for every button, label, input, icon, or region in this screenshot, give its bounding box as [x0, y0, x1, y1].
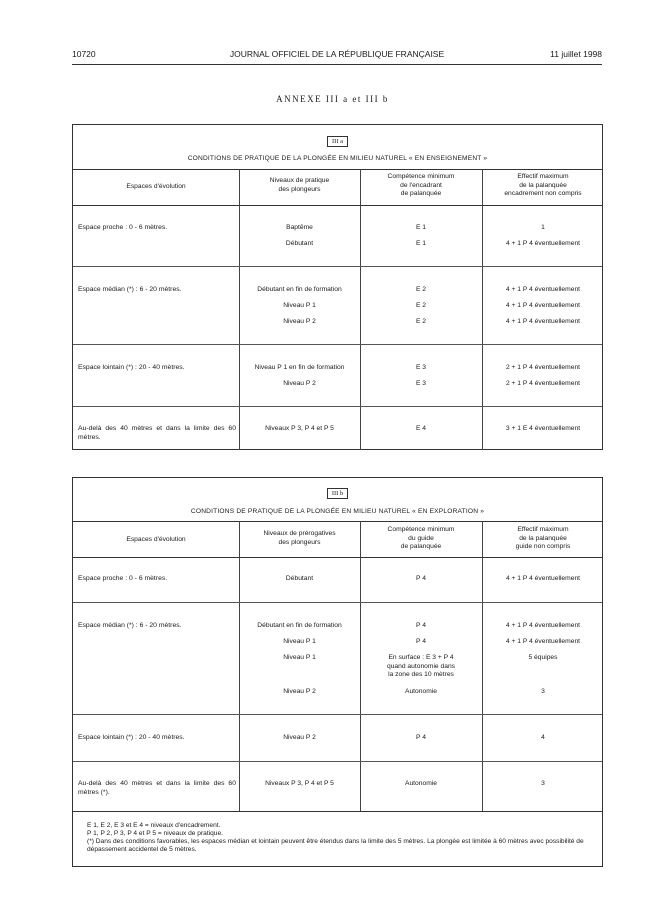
space-label: Espace médian (*) : 6 - 20 mètres. [78, 622, 182, 629]
space-label: Espace lointain (*) : 20 - 40 mètres. [78, 734, 185, 741]
level-cell: Niveau P 1 [283, 654, 316, 661]
level-cell: Niveau P 1 en fin de formation [254, 364, 345, 371]
header-espaces: Espaces d'évolution [126, 536, 186, 543]
note-line: (*) Dans des conditions favorables, les espaces médian et lointain peuvent être étendus dans la limite des 5 mètres. La plongée est limitée à 60 mètres avec possibilité de dépassement accidentel de 5 mètres. [87, 838, 584, 853]
competence-cell: E 2 [415, 318, 427, 325]
competence-cell: En surface : E 3 + P 4 quand autonomie dans la zone des 10 mètres [386, 654, 456, 678]
effectif-cell: 4 + 1 P 4 éventuellement [505, 240, 581, 247]
level-cell: Niveau P 1 [283, 302, 316, 309]
competence-cell: E 3 [415, 380, 427, 387]
header-effectif: Effectif maximum de la palanquée encadrement non compris [504, 173, 582, 197]
rule [73, 602, 602, 603]
space-label: Espace lointain (*) : 20 - 40 mètres. [78, 364, 185, 371]
effectif-cell: 2 + 1 P 4 éventuellement [505, 364, 581, 371]
journal-title: JOURNAL OFFICIEL DE LA RÉPUBLIQUE FRANÇAISE [229, 49, 445, 59]
effectif-cell: 4 + 1 P 4 éventuellement [505, 622, 581, 629]
rule [73, 811, 602, 812]
level-cell: Niveau P 2 [283, 318, 316, 325]
effectif-cell: 3 [541, 780, 545, 787]
level-cell: Niveau P 2 [283, 380, 316, 387]
effectif-cell: 4 + 1 P 4 éventuellement [505, 638, 581, 645]
level-cell: Débutant en fin de formation [257, 286, 342, 293]
effectif-cell: 5 équipes [528, 654, 558, 661]
space-label: Espace proche : 0 - 6 mètres. [78, 224, 168, 231]
page-header [72, 49, 602, 61]
header-competence: Compétence minimum de l'encadrant de palanquée [387, 173, 455, 197]
effectif-cell: 4 + 1 P 4 éventuellement [505, 575, 581, 582]
level-cell: Baptême [286, 224, 313, 231]
level-cell: Niveau P 1 [283, 638, 316, 645]
competence-cell: Autonomie [405, 688, 437, 695]
table-tag: III a [73, 136, 602, 147]
level-cell: Débutant [285, 240, 314, 247]
competence-cell: E 1 [415, 240, 427, 247]
note-line: P 1, P 2, P 3, P 4 et P 5 = niveaux de pratique. [87, 830, 223, 837]
page-number: 10720 [72, 49, 96, 59]
effectif-cell: 1 [541, 224, 545, 231]
level-cell: Niveaux P 3, P 4 et P 5 [265, 425, 334, 432]
table-title: CONDITIONS DE PRATIQUE DE LA PLONGÉE EN MILIEU NATUREL « EN EXPLORATION » [190, 508, 485, 515]
table-tag: III b [73, 488, 602, 499]
effectif-cell: 2 + 1 P 4 éventuellement [505, 380, 581, 387]
space-label: Au-delà des 40 mètres et dans la limite des 60 mètres (*). [78, 780, 236, 796]
header-competence: Compétence minimum du guide de palanquée [387, 526, 455, 550]
competence-cell: Autonomie [405, 780, 437, 787]
rule [73, 761, 602, 762]
effectif-cell: 3 [541, 688, 545, 695]
rule [73, 266, 602, 267]
rule [73, 169, 602, 170]
header-rule [72, 64, 602, 65]
space-label: Au-delà des 40 mètres et dans la limite des 60 mètres. [78, 425, 236, 441]
competence-cell: P 4 [416, 638, 426, 645]
table-title: CONDITIONS DE PRATIQUE DE LA PLONGÉE EN MILIEU NATUREL « EN ENSEIGNEMENT » [187, 155, 488, 162]
rule [73, 344, 602, 345]
level-cell: Débutant [285, 575, 314, 582]
competence-cell: P 4 [416, 575, 426, 582]
effectif-cell: 4 + 1 P 4 éventuellement [505, 302, 581, 309]
header-effectif: Effectif maximum de la palanquée guide non compris [515, 526, 571, 550]
header-espaces: Espaces d'évolution [126, 183, 186, 190]
col-divider [239, 521, 240, 811]
competence-cell: P 4 [416, 734, 426, 741]
level-cell: Niveaux P 3, P 4 et P 5 [265, 780, 334, 787]
competence-cell: E 4 [415, 425, 427, 432]
competence-cell: E 2 [415, 286, 427, 293]
rule [73, 714, 602, 715]
effectif-cell: 4 + 1 P 4 éventuellement [505, 286, 581, 293]
competence-cell: E 3 [415, 364, 427, 371]
effectif-cell: 3 + 1 E 4 éventuellement [505, 425, 581, 432]
competence-cell: E 2 [415, 302, 427, 309]
header-niveaux: Niveaux de pratique des plongeurs [269, 177, 330, 193]
competence-cell: E 1 [415, 224, 427, 231]
level-cell: Débutant en fin de formation [257, 622, 342, 629]
effectif-cell: 4 [541, 734, 545, 741]
header-niveaux: Niveaux de prérogatives des plongeurs [263, 530, 336, 546]
publication-date: 11 juillet 1998 [550, 49, 602, 59]
space-label: Espace proche : 0 - 6 mètres. [78, 575, 168, 582]
effectif-cell: 4 + 1 P 4 éventuellement [505, 318, 581, 325]
col-divider [482, 521, 483, 811]
note-line: E 1, E 2, E 3 et E 4 = niveaux d'encadrement. [87, 822, 221, 829]
level-cell: Niveau P 2 [283, 688, 316, 695]
rule [73, 406, 602, 407]
rule [73, 205, 602, 206]
table-iii-a [72, 124, 603, 450]
rule [73, 557, 602, 558]
space-label: Espace médian (*) : 6 - 20 mètres. [78, 286, 182, 293]
level-cell: Niveau P 2 [283, 734, 316, 741]
competence-cell: P 4 [416, 622, 426, 629]
table-notes [87, 822, 588, 854]
annexe-title: ANNEXE III a et III b [276, 94, 389, 104]
table-iii-b [72, 477, 603, 867]
rule [73, 521, 602, 522]
